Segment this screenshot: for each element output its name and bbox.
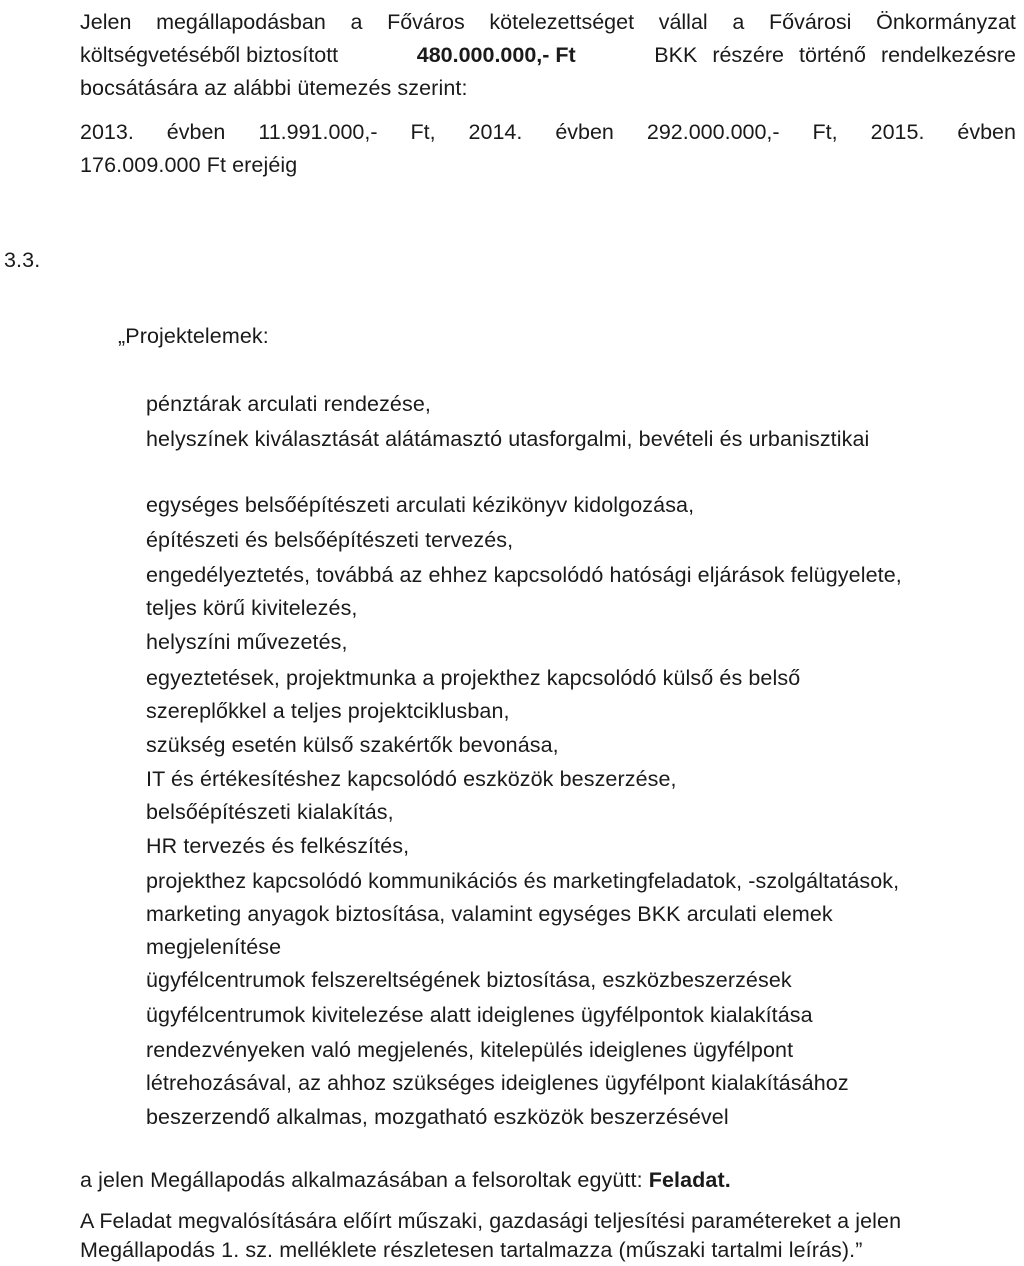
project-item: beszerzendő alkalmas, mozgatható eszközök beszerzésével [146, 1105, 729, 1129]
project-item: egységes belsőépítészeti arculati kézikönyv kidolgozása, [146, 493, 695, 517]
intro-line-2-word: történő [799, 43, 866, 67]
project-item: teljes körű kivitelezés, [146, 596, 358, 620]
project-item: építészeti és belsőépítészeti tervezés, [146, 528, 514, 552]
schedule-line-1-word: évben [957, 120, 1016, 144]
intro-line-2 [80, 45, 1016, 67]
schedule-line-1-word: évben [555, 120, 614, 144]
intro-line-1-word: vállal [658, 10, 708, 34]
intro-line-2-word: BKK [654, 43, 698, 67]
project-item: engedélyeztetés, továbbá az ehhez kapcsolódó hatósági eljárások felügyelete, [146, 563, 902, 587]
closing-line-1-text: a jelen Megállapodás alkalmazásában a felsoroltak együtt: [80, 1168, 649, 1192]
closing-line-2: A Feladat megvalósítására előírt műszaki, gazdasági teljesítési paramétereket a jelen [80, 1209, 902, 1233]
intro-line-1-word: a [732, 10, 745, 34]
intro-line-1-word: kötelezettséget [489, 10, 635, 34]
closing-line-1 [80, 1170, 731, 1192]
intro-line-1 [80, 12, 1016, 34]
closing-line-3: Megállapodás 1. sz. melléklete részletesen tartalmazza (műszaki tartalmi leírás).” [80, 1238, 863, 1262]
intro-line-1-word: megállapodásban [156, 10, 326, 34]
intro-line-1-word: Főváros [387, 10, 465, 34]
intro-line-2-word: rendelkezésre [880, 43, 1016, 67]
project-item: marketing anyagok biztosítása, valamint egységes BKK arculati elemek [146, 902, 833, 926]
project-item: ügyfélcentrumok kivitelezése alatt ideiglenes ügyfélpontok kialakítása [146, 1003, 813, 1027]
intro-line-2-prefix: költségvetéséből biztosított [80, 43, 339, 67]
project-item: szükség esetén külső szakértők bevonása, [146, 733, 559, 757]
project-item: HR tervezés és felkészítés, [146, 834, 410, 858]
intro-line-2-suffix [654, 45, 1016, 67]
projektelemek-heading: „Projektelemek: [118, 324, 269, 348]
intro-amount: 480.000.000,- Ft [416, 43, 576, 67]
section-number: 3.3. [4, 248, 41, 272]
schedule-line-1-word: 2015. [870, 120, 925, 144]
intro-line-2-word: részére [712, 43, 785, 67]
schedule-line-1-word: 292.000.000,- [646, 120, 780, 144]
intro-line-3: bocsátására az alábbi ütemezés szerint: [80, 76, 468, 100]
schedule-line-1-word: évben [166, 120, 226, 144]
project-item: pénztárak arculati rendezése, [146, 392, 431, 416]
project-item: egyeztetések, projektmunka a projekthez kapcsolódó külső és belső [146, 666, 801, 690]
project-item: helyszíni művezetés, [146, 630, 348, 654]
schedule-line-1 [80, 122, 1016, 144]
feladat-term: Feladat. [648, 1168, 731, 1192]
project-item: belsőépítészeti kialakítás, [146, 800, 394, 824]
project-item: IT és értékesítéshez kapcsolódó eszközök beszerzése, [146, 767, 677, 791]
project-item: szereplőkkel a teljes projektciklusban, [146, 699, 510, 723]
schedule-line-2: 176.009.000 Ft erejéig [80, 153, 298, 177]
intro-line-1-word: a [350, 10, 363, 34]
project-item: helyszínek kiválasztását alátámasztó utasforgalmi, bevételi és urbanisztikai [146, 427, 870, 451]
schedule-line-1-word: 11.991.000,- [258, 120, 378, 144]
schedule-line-1-word: 2014. [468, 120, 523, 144]
project-item: létrehozásával, az ahhoz szükséges ideiglenes ügyfélpont kialakításához [146, 1071, 849, 1095]
project-item: megjelenítése [146, 935, 282, 959]
project-item: rendezvényeken való megjelenés, kitelepülés ideiglenes ügyfélpont [146, 1038, 794, 1062]
intro-line-1-word: Fővárosi [768, 10, 852, 34]
schedule-line-1-word: 2013. [80, 120, 134, 144]
intro-line-1-word: Jelen [80, 10, 132, 34]
schedule-line-1-word: Ft, [410, 120, 436, 144]
project-item: ügyfélcentrumok felszereltségének biztosítása, eszközbeszerzések [146, 968, 792, 992]
project-item: projekthez kapcsolódó kommunikációs és marketingfeladatok, -szolgáltatások, [146, 869, 900, 893]
intro-line-1-word: Önkormányzat [876, 10, 1016, 34]
schedule-line-1-word: Ft, [812, 120, 838, 144]
